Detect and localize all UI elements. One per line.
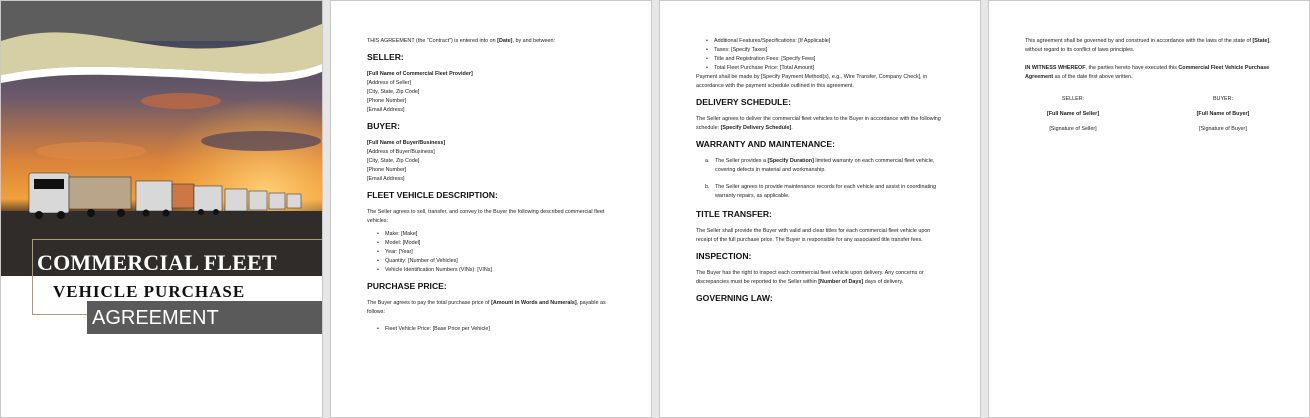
buyer-line: [Phone Number] bbox=[367, 167, 407, 173]
warranty-heading: WARRANTY AND MAINTENANCE: bbox=[696, 139, 835, 149]
list-item: • Quantity: [Number of Vehicles] bbox=[367, 257, 615, 266]
list-item: • Taxes: [Specify Taxes] bbox=[696, 46, 944, 55]
law-state: [State] bbox=[1252, 38, 1270, 44]
inspection-heading: INSPECTION: bbox=[696, 251, 752, 261]
price-amount: [Amount in Words and Numerals] bbox=[491, 300, 577, 306]
list-marker: a. bbox=[705, 158, 710, 164]
inspection-paragraph bbox=[696, 269, 944, 287]
list-item: • Make: [Make] bbox=[367, 230, 615, 239]
payment-paragraph: Payment shall be made by [Specify Payment Method(s), e.g., Wire Transfer, Company Check], in accordance with the payment schedule outlined in this agreement. bbox=[696, 74, 928, 89]
governing-law-heading: GOVERNING LAW: bbox=[696, 293, 773, 303]
seller-heading: SELLER: bbox=[367, 52, 404, 62]
seller-block bbox=[367, 70, 615, 115]
warranty-duration: [Specify Duration] bbox=[767, 158, 814, 164]
governing-law-paragraph bbox=[1025, 37, 1273, 55]
witness-text: , the parties hereto have executed this bbox=[1085, 65, 1179, 71]
price-list bbox=[367, 325, 615, 334]
warranty-list bbox=[696, 157, 944, 201]
inspection-text: The Buyer has the right to inspect each commercial fleet vehicle upon delivery. Any concerns or discrepancies must be reported to the Seller within bbox=[696, 270, 924, 285]
list-item: • Fleet Vehicle Price: [Base Price per Vehicle] bbox=[367, 325, 615, 334]
buyer-line: [Address of Buyer/Business] bbox=[367, 149, 435, 155]
list-item: • Total Fleet Purchase Price: [Total Amount] bbox=[696, 64, 944, 73]
delivery-text-end: . bbox=[791, 125, 793, 131]
buyer-line: [Email Address] bbox=[367, 176, 405, 182]
list-item bbox=[696, 183, 944, 201]
vehicle-heading: FLEET VEHICLE DESCRIPTION: bbox=[367, 190, 498, 200]
price-paragraph bbox=[367, 299, 615, 317]
buyer-signature-name: [Full Name of Buyer] bbox=[1196, 111, 1250, 117]
warranty-a-text: The Seller provides a bbox=[715, 158, 768, 164]
seller-line: [Email Address] bbox=[367, 107, 405, 113]
delivery-text: The Seller agrees to deliver the commercial fleet vehicles to the Buyer in accordance with the following schedule: bbox=[696, 116, 941, 131]
list-item: • Title and Registration Fees: [Specify Fees] bbox=[696, 55, 944, 64]
seller-line: [Phone Number] bbox=[367, 98, 407, 104]
price-text: The Buyer agrees to pay the total purchase price of bbox=[367, 300, 492, 306]
buyer-heading: BUYER: bbox=[367, 121, 400, 131]
law-text-end: , without regard to its conflict of laws principles. bbox=[1025, 38, 1271, 53]
cover-title-line3: AGREEMENT bbox=[92, 307, 219, 329]
title-transfer-heading: TITLE TRANSFER: bbox=[696, 209, 772, 219]
law-text: This agreement shall be governed by and construed in accordance with the laws of the state of bbox=[1025, 38, 1253, 44]
intro-date: [Date] bbox=[497, 38, 513, 44]
witness-text-end: as of the date first above written. bbox=[1053, 74, 1133, 80]
witness-agreement-name: Commercial Fleet Vehicle Purchase Agreement bbox=[1025, 65, 1270, 80]
buyer-block bbox=[367, 139, 615, 184]
vehicle-list bbox=[367, 230, 615, 275]
delivery-schedule: [Specify Delivery Schedule] bbox=[720, 125, 792, 131]
seller-line: [City, State, Zip Code] bbox=[367, 89, 420, 95]
warranty-a-text-end: limited warranty on each commercial fleet vehicle, covering defects in material and workmanship. bbox=[715, 158, 935, 173]
cover-truck-sunset-image bbox=[1, 1, 323, 276]
price-list-continued bbox=[696, 37, 944, 73]
cover-title-line1: COMMERCIAL FLEET bbox=[37, 250, 277, 275]
seller-signature-name: [Full Name of Seller] bbox=[1046, 111, 1100, 117]
intro-text: THIS AGREEMENT (the "Contract") is entered into on bbox=[367, 38, 498, 44]
delivery-paragraph bbox=[696, 115, 944, 133]
list-item: • Vehicle Identification Numbers (VINs): [VINs] bbox=[367, 266, 615, 275]
warranty-b-text: The Seller agrees to provide maintenance records for each vehicle and assist in coordinating warranty repairs, as applicable. bbox=[715, 184, 937, 199]
agreement-page-3 bbox=[659, 0, 981, 418]
cover-page bbox=[0, 0, 323, 418]
delivery-heading: DELIVERY SCHEDULE: bbox=[696, 97, 792, 107]
intro-text-end: , by and between: bbox=[512, 38, 556, 44]
price-text-end: , payable as follows: bbox=[367, 300, 606, 315]
inspection-text-end: days of delivery. bbox=[863, 279, 904, 285]
witness-paragraph bbox=[1025, 64, 1273, 82]
agreement-page-4 bbox=[988, 0, 1310, 418]
seller-label: SELLER: bbox=[1061, 96, 1085, 102]
agreement-page-2 bbox=[330, 0, 652, 418]
seller-name: [Full Name of Commercial Fleet Provider] bbox=[367, 71, 473, 77]
intro-paragraph bbox=[367, 37, 615, 46]
buyer-signature-line: [Signature of Buyer] bbox=[1199, 126, 1247, 132]
inspection-days: [Number of Days] bbox=[818, 279, 864, 285]
seller-line: [Address of Seller] bbox=[367, 80, 412, 86]
list-marker: b. bbox=[705, 184, 710, 190]
list-item: • Year: [Year] bbox=[367, 248, 615, 257]
list-item: • Additional Features/Specifications: [If Applicable] bbox=[696, 37, 944, 46]
buyer-line: [City, State, Zip Code] bbox=[367, 158, 420, 164]
list-item bbox=[696, 157, 944, 175]
seller-signature-line: [Signature of Seller] bbox=[1049, 126, 1097, 132]
buyer-label: BUYER: bbox=[1212, 96, 1234, 102]
witness-lead: IN WITNESS WHEREOF bbox=[1025, 65, 1086, 71]
list-item: • Model: [Model] bbox=[367, 239, 615, 248]
buyer-name: [Full Name of Buyer/Business] bbox=[367, 140, 446, 146]
seller-signature-block bbox=[1013, 95, 1133, 140]
buyer-signature-block bbox=[1163, 95, 1283, 140]
title-transfer-paragraph: The Seller shall provide the Buyer with valid and clear titles for each commercial fleet vehicle upon receipt of the full purchase price. The Buyer is responsible for any associated title transfer fees. bbox=[696, 228, 931, 243]
price-heading: PURCHASE PRICE: bbox=[367, 281, 447, 291]
vehicle-paragraph: The Seller agrees to sell, transfer, and convey to the Buyer the following described commercial fleet vehicles: bbox=[367, 209, 605, 224]
cover-title-line2: VEHICLE PURCHASE bbox=[53, 282, 246, 301]
